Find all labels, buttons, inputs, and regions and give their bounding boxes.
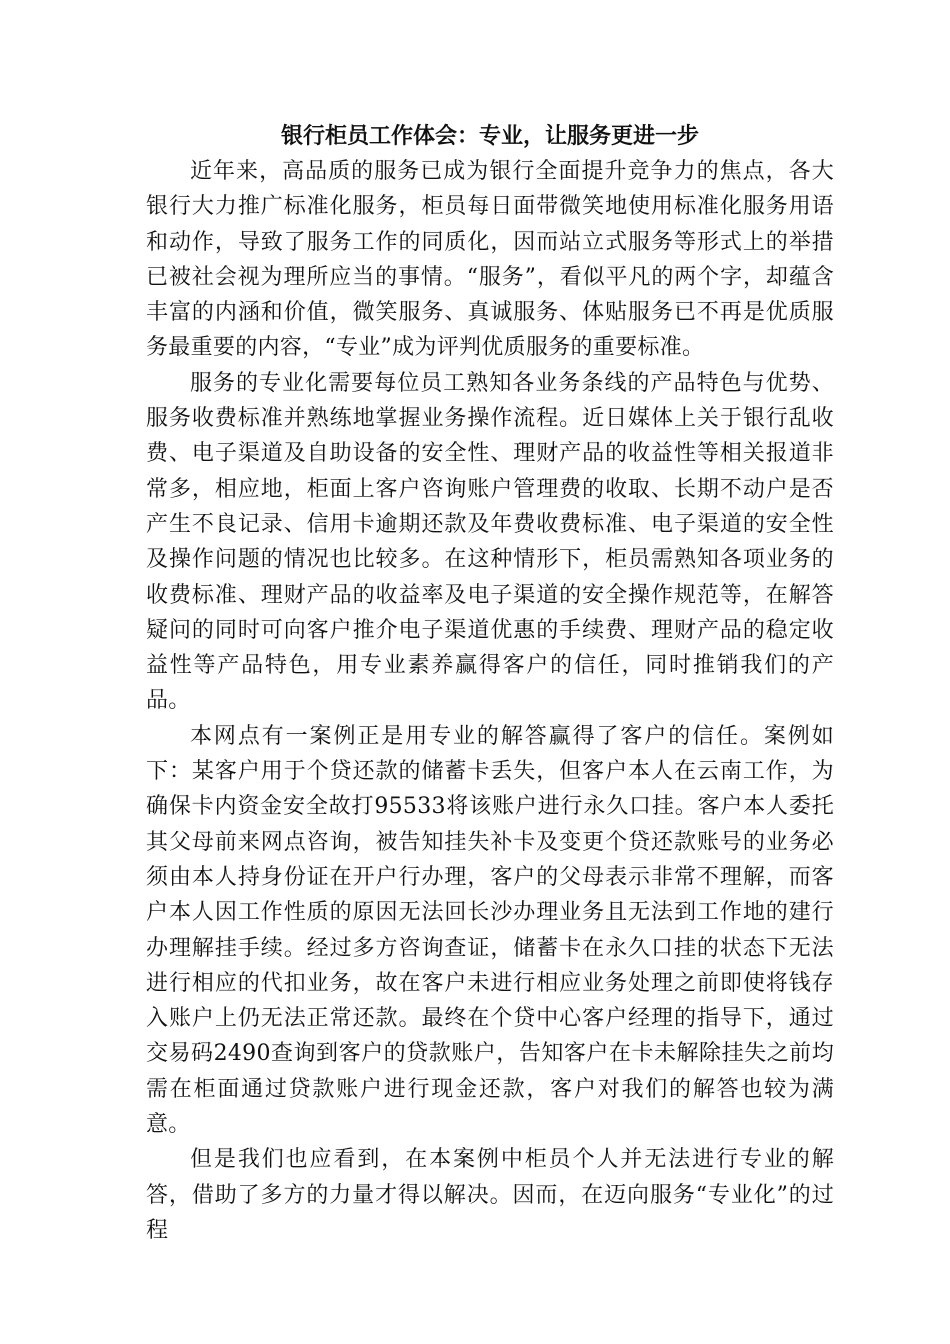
document-page: [146, 118, 834, 1248]
document-title: 银行柜员工作体会：专业，让服务更进一步: [280, 123, 699, 149]
paragraph-4: 但是我们也应看到，在本案例中柜员个人并无法进行专业的解答，借助了多方的力量才得以解决。因而，在迈向服务“专业化”的过程: [146, 1147, 834, 1243]
paragraph-2: 服务的专业化需要每位员工熟知各业务条线的产品特色与优势、服务收费标准并熟练地掌握业务操作流程。近日媒体上关于银行乱收费、电子渠道及自助设备的安全性、理财产品的收益性等相关报道非常多，相应地，柜面上客户咨询账户管理费的收取、长期不动户是否产生不良记录、信用卡逾期还款及年费收费标准、电子渠道的安全性及操作问题的情况也比较多。在这种情形下，柜员需熟知各项业务的收费标准、理财产品的收益率及电子渠道的安全操作规范等，在解答疑问的同时可向客户推介电子渠道优惠的手续费、理财产品的稳定收益性等产品特色，用专业素养赢得客户的信任，同时推销我们的产品。: [146, 370, 834, 714]
paragraph-3: 本网点有一案例正是用专业的解答赢得了客户的信任。案例如下：某客户用于个贷还款的储蓄卡丢失，但客户本人在云南工作，为确保卡内资金安全故打95533将该账户进行永久口挂。客户本人委托其父母前来网点咨询，被告知挂失补卡及变更个贷还款账号的业务必须由本人持身份证在开户行办理，客户的父母表示非常不理解，而客户本人因工作性质的原因无法回长沙办理业务且无法到工作地的建行办理解挂手续。经过多方咨询查证，储蓄卡在永久口挂的状态下无法进行相应的代扣业务，故在客户未进行相应业务处理之前即使将钱存入账户上仍无法正常还款。最终在个贷中心客户经理的指导下，通过交易码2490查询到客户的贷款账户，告知客户在卡未解除挂失之前均需在柜面通过贷款账户进行现金还款，客户对我们的解答也较为满意。: [146, 723, 834, 1138]
paragraph-1: 近年来，高品质的服务已成为银行全面提升竞争力的焦点，各大银行大力推广标准化服务，柜员每日面带微笑地使用标准化服务用语和动作，导致了服务工作的同质化，因而站立式服务等形式上的举措已被社会视为理所应当的事情。“服务”，看似平凡的两个字，却蕴含丰富的内涵和价值，微笑服务、真诚服务、体贴服务已不再是优质服务最重要的内容，“专业”成为评判优质服务的重要标准。: [146, 159, 834, 361]
